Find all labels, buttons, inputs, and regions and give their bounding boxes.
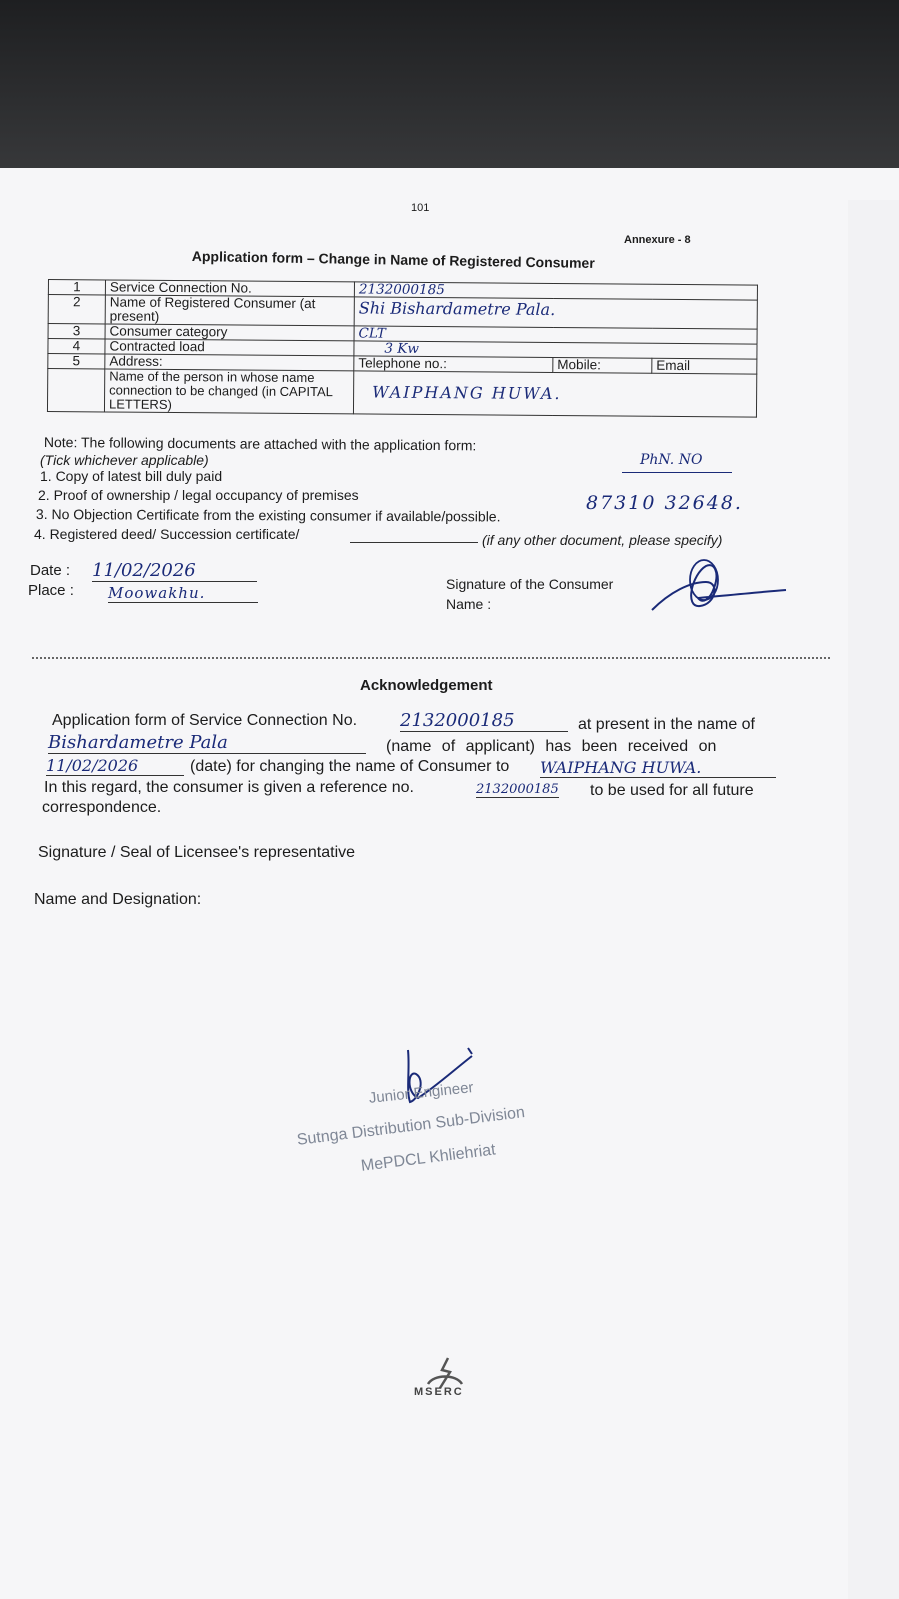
registered-consumer-value[interactable]: Shi Bishardametre Pala. bbox=[354, 297, 757, 329]
ack-text: correspondence. bbox=[42, 799, 162, 816]
ack-text: (name of applicant) has been received on bbox=[386, 738, 717, 755]
phone-number: 87310 32648. bbox=[586, 492, 743, 514]
ack-text: to be used for all future bbox=[590, 782, 754, 799]
ack-connection-no[interactable]: 2132000185 bbox=[400, 710, 568, 732]
cut-line bbox=[32, 657, 830, 659]
name-designation-label: Name and Designation: bbox=[34, 891, 202, 908]
mobile-field[interactable]: Mobile: bbox=[553, 357, 652, 373]
row-number: 3 bbox=[48, 324, 105, 339]
note-heading: Note: The following documents are attached with the application form: bbox=[43, 434, 477, 454]
ack-date[interactable]: 11/02/2026 bbox=[46, 756, 184, 776]
row-label: Address: bbox=[105, 354, 354, 371]
contracted-load-value[interactable]: 3 Kw bbox=[354, 341, 757, 359]
doc-item: 4. Registered deed/ Succession certificate/ bbox=[34, 526, 300, 542]
note-sub: (Tick whichever applicable) bbox=[40, 452, 209, 468]
row-label: Name of the person in whose name connection to be changed (in CAPITAL LETTERS) bbox=[104, 369, 353, 414]
table-row bbox=[47, 369, 756, 418]
row-number bbox=[47, 369, 104, 412]
application-form-table bbox=[47, 279, 758, 418]
telephone-field[interactable]: Telephone no.: bbox=[354, 356, 553, 373]
form-title: Application form – Change in Name of Registered Consumer bbox=[191, 248, 595, 272]
annexure-label: Annexure - 8 bbox=[624, 234, 691, 246]
mserc-logo-text: MSERC bbox=[414, 1386, 464, 1398]
place-label: Place : bbox=[28, 582, 74, 599]
background-surface bbox=[0, 0, 899, 190]
licensee-signature-label: Signature / Seal of Licensee's representative bbox=[38, 844, 356, 861]
date-label: Date : bbox=[30, 562, 71, 579]
row-number: 2 bbox=[48, 295, 105, 324]
ack-applicant-name[interactable]: Bishardametre Pala bbox=[48, 732, 366, 754]
stamp-line-2: Sutnga Distribution Sub-Division bbox=[296, 1104, 526, 1149]
stamp-line-3: MePDCL Khliehriat bbox=[360, 1141, 497, 1175]
phone-note-label: PhN. NO bbox=[640, 452, 703, 468]
ack-text: at present in the name of bbox=[578, 716, 755, 733]
consumer-name-label: Name : bbox=[446, 596, 492, 612]
service-connection-value[interactable]: 2132000185 bbox=[354, 282, 757, 300]
row-label: Consumer category bbox=[105, 324, 354, 341]
consumer-category-value[interactable]: CLT bbox=[354, 326, 757, 344]
place-value[interactable]: Moowakhu. bbox=[108, 584, 258, 603]
ack-new-consumer-name[interactable]: WAIPHANG HUWA. bbox=[540, 758, 776, 778]
page-number: 101 bbox=[411, 202, 430, 214]
other-doc-line[interactable] bbox=[350, 542, 478, 543]
row-label: Service Connection No. bbox=[105, 280, 354, 297]
ack-reference-no[interactable]: 2132000185 bbox=[476, 782, 559, 797]
ack-text: In this regard, the consumer is given a reference no. bbox=[44, 779, 414, 796]
ack-text: (date) for changing the name of Consumer to bbox=[190, 758, 510, 775]
row-number: 4 bbox=[48, 339, 105, 354]
stamp-line-1: Junior Engineer bbox=[368, 1079, 475, 1107]
ack-text: Application form of Service Connection No. bbox=[52, 712, 358, 729]
date-value[interactable]: 11/02/2026 bbox=[92, 560, 257, 582]
email-field[interactable]: Email bbox=[652, 358, 757, 374]
other-doc-hint: (if any other document, please specify) bbox=[482, 532, 723, 548]
engineer-signature bbox=[398, 1040, 488, 1120]
consumer-signature bbox=[640, 552, 800, 618]
row-label: Name of Registered Consumer (at present) bbox=[105, 295, 354, 326]
row-label: Contracted load bbox=[105, 339, 354, 356]
doc-item: 1. Copy of latest bill duly paid bbox=[40, 468, 223, 484]
phone-note-underline bbox=[622, 472, 732, 473]
row-number: 1 bbox=[48, 280, 105, 295]
page-edge bbox=[848, 200, 899, 1599]
ack-title: Acknowledgement bbox=[360, 677, 493, 694]
consumer-signature-label: Signature of the Consumer bbox=[446, 576, 614, 592]
doc-item: 2. Proof of ownership / legal occupancy of premises bbox=[38, 487, 359, 503]
doc-item: 3. No Objection Certificate from the existing consumer if available/possible. bbox=[35, 506, 501, 525]
row-number: 5 bbox=[48, 354, 105, 369]
new-consumer-name-value[interactable]: WAIPHANG HUWA. bbox=[353, 371, 756, 417]
